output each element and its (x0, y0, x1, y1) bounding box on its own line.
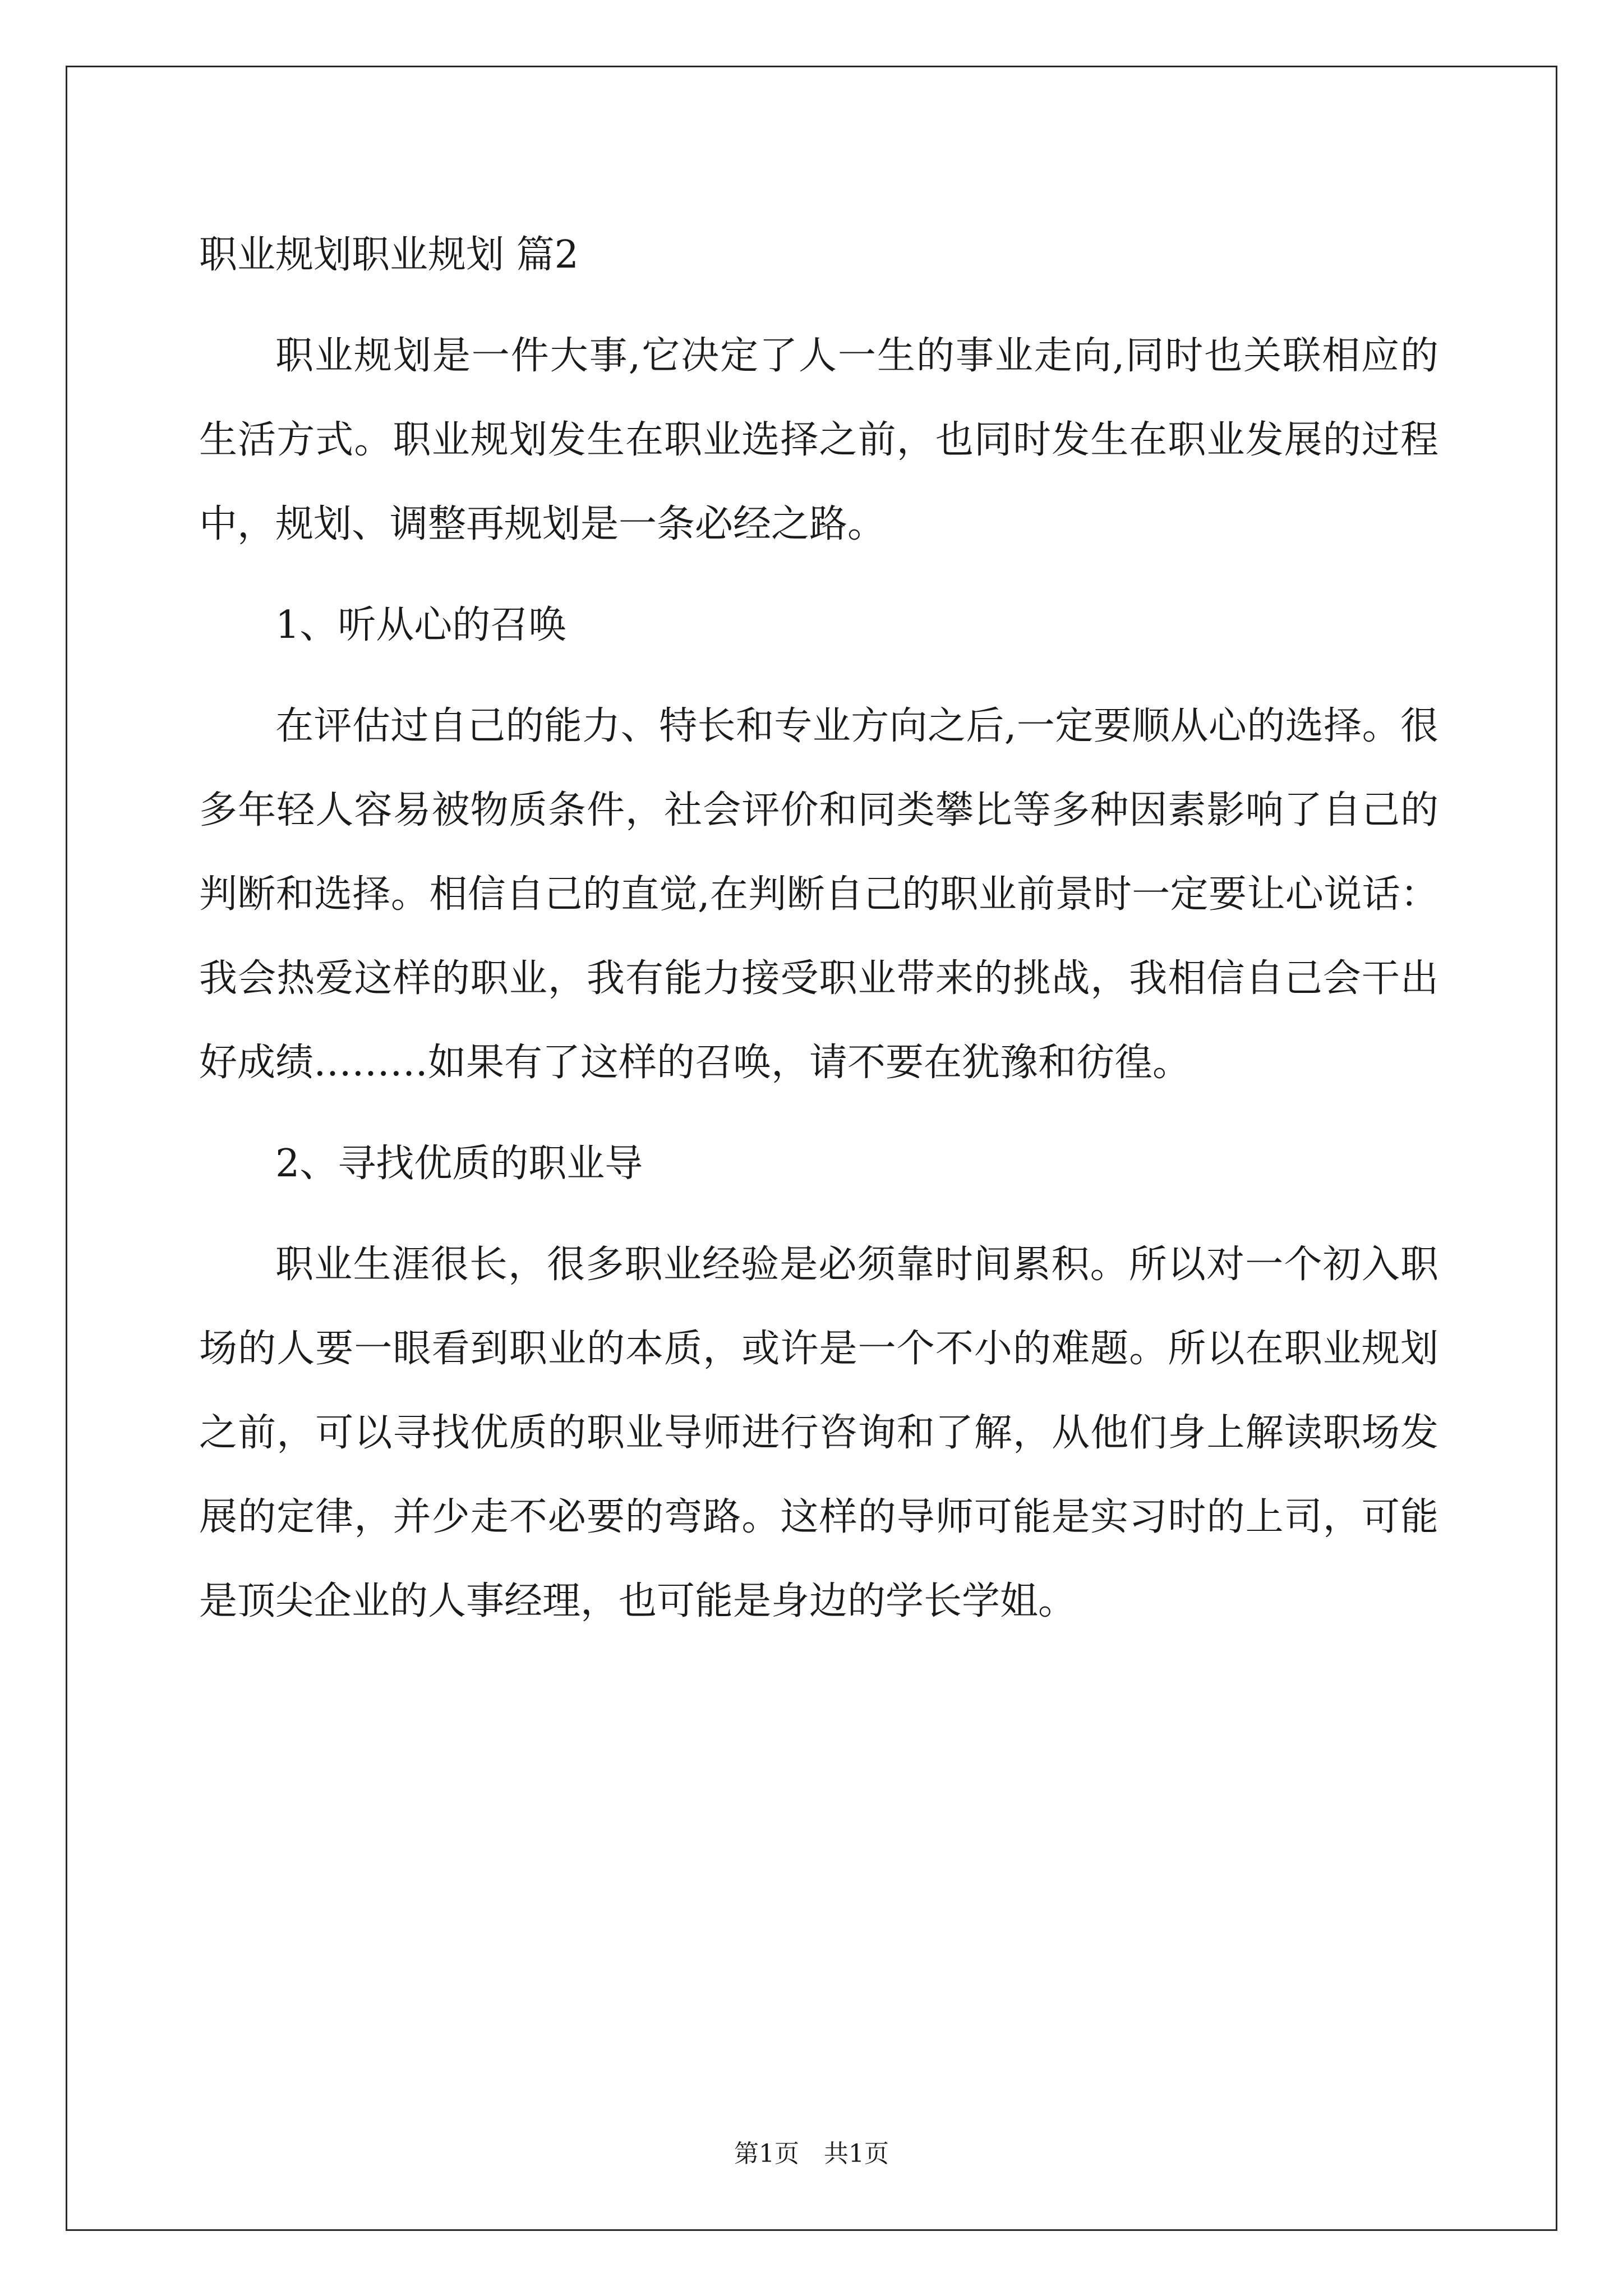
page-footer (0, 2137, 1623, 2171)
paragraph-intro: 职业规划是一件大事,它决定了人一生的事业走向,同时也关联相应的生活方式。职业规划发生在职业选择之前，也同时发生在职业发展的过程中，规划、调整再规划是一条必经之路。 (199, 334, 1438, 546)
paragraph-section-1: 在评估过自己的能力、特长和专业方向之后,一定要顺从心的选择。很多年轻人容易被物质条件，社会评价和同类攀比等多种因素影响了自己的判断和选择。相信自己的直觉,在判断自己的职业前景时一定要让心说话：我会热爱这样的职业，我有能力接受职业带来的挑战，我相信自己会干出好成绩………如果有了这样的召唤，请不要在犹豫和彷徨。 (199, 704, 1438, 1085)
document-title: 职业规划职业规划 篇2 (199, 233, 579, 277)
section-heading-2: 2、寻找优质的职业导 (275, 1142, 643, 1186)
paragraph-section-2: 职业生涯很长，很多职业经验是必须靠时间累积。所以对一个初入职场的人要一眼看到职业的本质，或许是一个不小的难题。所以在职业规划之前，可以寻找优质的职业导师进行咨询和了解，从他们身上解读职场发展的定律，并少走不必要的弯路。这样的导师可能是实习时的上司，可能是顶尖企业的人事经理，也可能是身边的学长学姐。 (199, 1243, 1438, 1623)
section-heading-1: 1、听从心的召唤 (275, 603, 567, 647)
document-body (199, 213, 1438, 1660)
page-number: 第1页 共1页 (734, 2139, 889, 2168)
